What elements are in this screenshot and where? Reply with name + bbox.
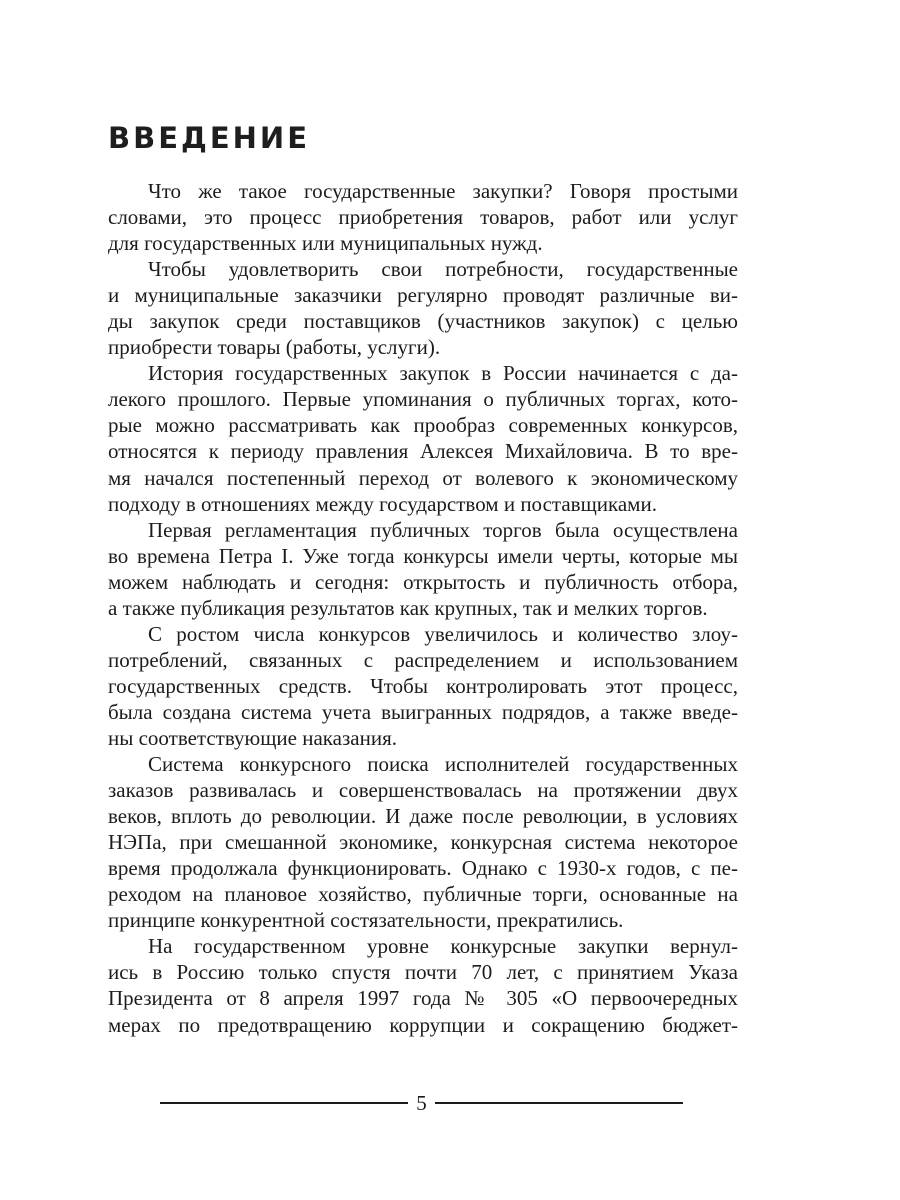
text-line: для государственных или муниципальных нужд. [108,231,543,256]
paragraph-1 [108,178,738,256]
text-line: была создана система учета выигранных подрядов, а также введе- [108,699,738,724]
text-line: Первая регламентация публичных торгов была осуществлена [148,517,738,542]
text-line: ды закупок среди поставщиков (участников закупок) с целью [108,309,738,334]
paragraph-7 [108,933,738,1037]
text-line: и муниципальные заказчики регулярно проводят различные ви- [108,283,738,308]
text-line: государственных средств. Чтобы контролировать этот процесс, [108,673,738,698]
text-line: принципе конкурентной состязательности, прекратились. [108,908,624,933]
text-line: можем наблюдать и сегодня: открытость и публичность отбора, [108,569,738,594]
text-line: На государственном уровне конкурсные закупки вернул- [148,934,738,959]
text-line: приобрести товары (работы, услуги). [108,335,441,360]
paragraph-4 [108,517,738,621]
text-line: Система конкурсного поиска исполнителей государственных [148,752,738,777]
text-line: веков, вплоть до революции. И даже после революции, в условиях [108,804,738,829]
text-line: рые можно рассматривать как прообраз современных конкурсов, [108,413,738,438]
text-line: История государственных закупок в России начинается с да- [148,361,738,386]
text-line: во времена Петра I. Уже тогда конкурсы имели черты, которые мы [108,543,738,568]
text-line: ны соответствующие наказания. [108,725,397,750]
text-line: реходом на плановое хозяйство, публичные торги, основанные на [108,882,738,907]
page-footer [160,1089,683,1119]
paragraph-5 [108,621,738,751]
text-line: относятся к периоду правления Алексея Михайловича. В то вре- [108,439,738,464]
text-line: НЭПа, при смешанной экономике, конкурсная система некоторое [108,830,738,855]
text-line: подходу в отношениях между государством и поставщиками. [108,491,657,516]
text-line: словами, это процесс приобретения товаров, работ или услуг [108,205,738,230]
text-line: Что же такое государственные закупки? Говоря простыми [148,179,738,203]
text-line: мерах по предотвращению коррупции и сокращению бюджет- [108,1012,738,1037]
text-line: ись в Россию только спустя почти 70 лет, с принятием Указа [108,960,738,985]
paragraph-6 [108,751,738,933]
text-line: время продолжала функционировать. Однако с 1930-х годов, с пе- [108,856,738,881]
paragraph-2 [108,256,738,360]
page-number: 5 [416,1091,427,1115]
body-text [108,178,738,1038]
footer-rule-right [435,1102,683,1104]
text-line: Президента от 8 апреля 1997 года № 305 «О первоочередных [108,986,738,1011]
text-line: заказов развивалась и совершенствовалась на протяжении двух [108,778,738,803]
paragraph-3 [108,360,738,516]
footer-rule-left [160,1102,408,1104]
text-line: Чтобы удовлетворить свои потребности, государственные [148,257,738,282]
text-line: мя начался постепенный переход от волевого к экономическому [108,465,738,490]
chapter-heading: ВВЕДЕНИЕ [108,121,311,155]
text-line: лекого прошлого. Первые упоминания о публичных торгах, кото- [108,387,738,412]
text-line: С ростом числа конкурсов увеличилось и количество злоу- [148,621,738,646]
text-line: потреблений, связанных с распределением и использованием [108,647,738,672]
text-line: а также публикация результатов как крупных, так и мелких торгов. [108,595,708,620]
